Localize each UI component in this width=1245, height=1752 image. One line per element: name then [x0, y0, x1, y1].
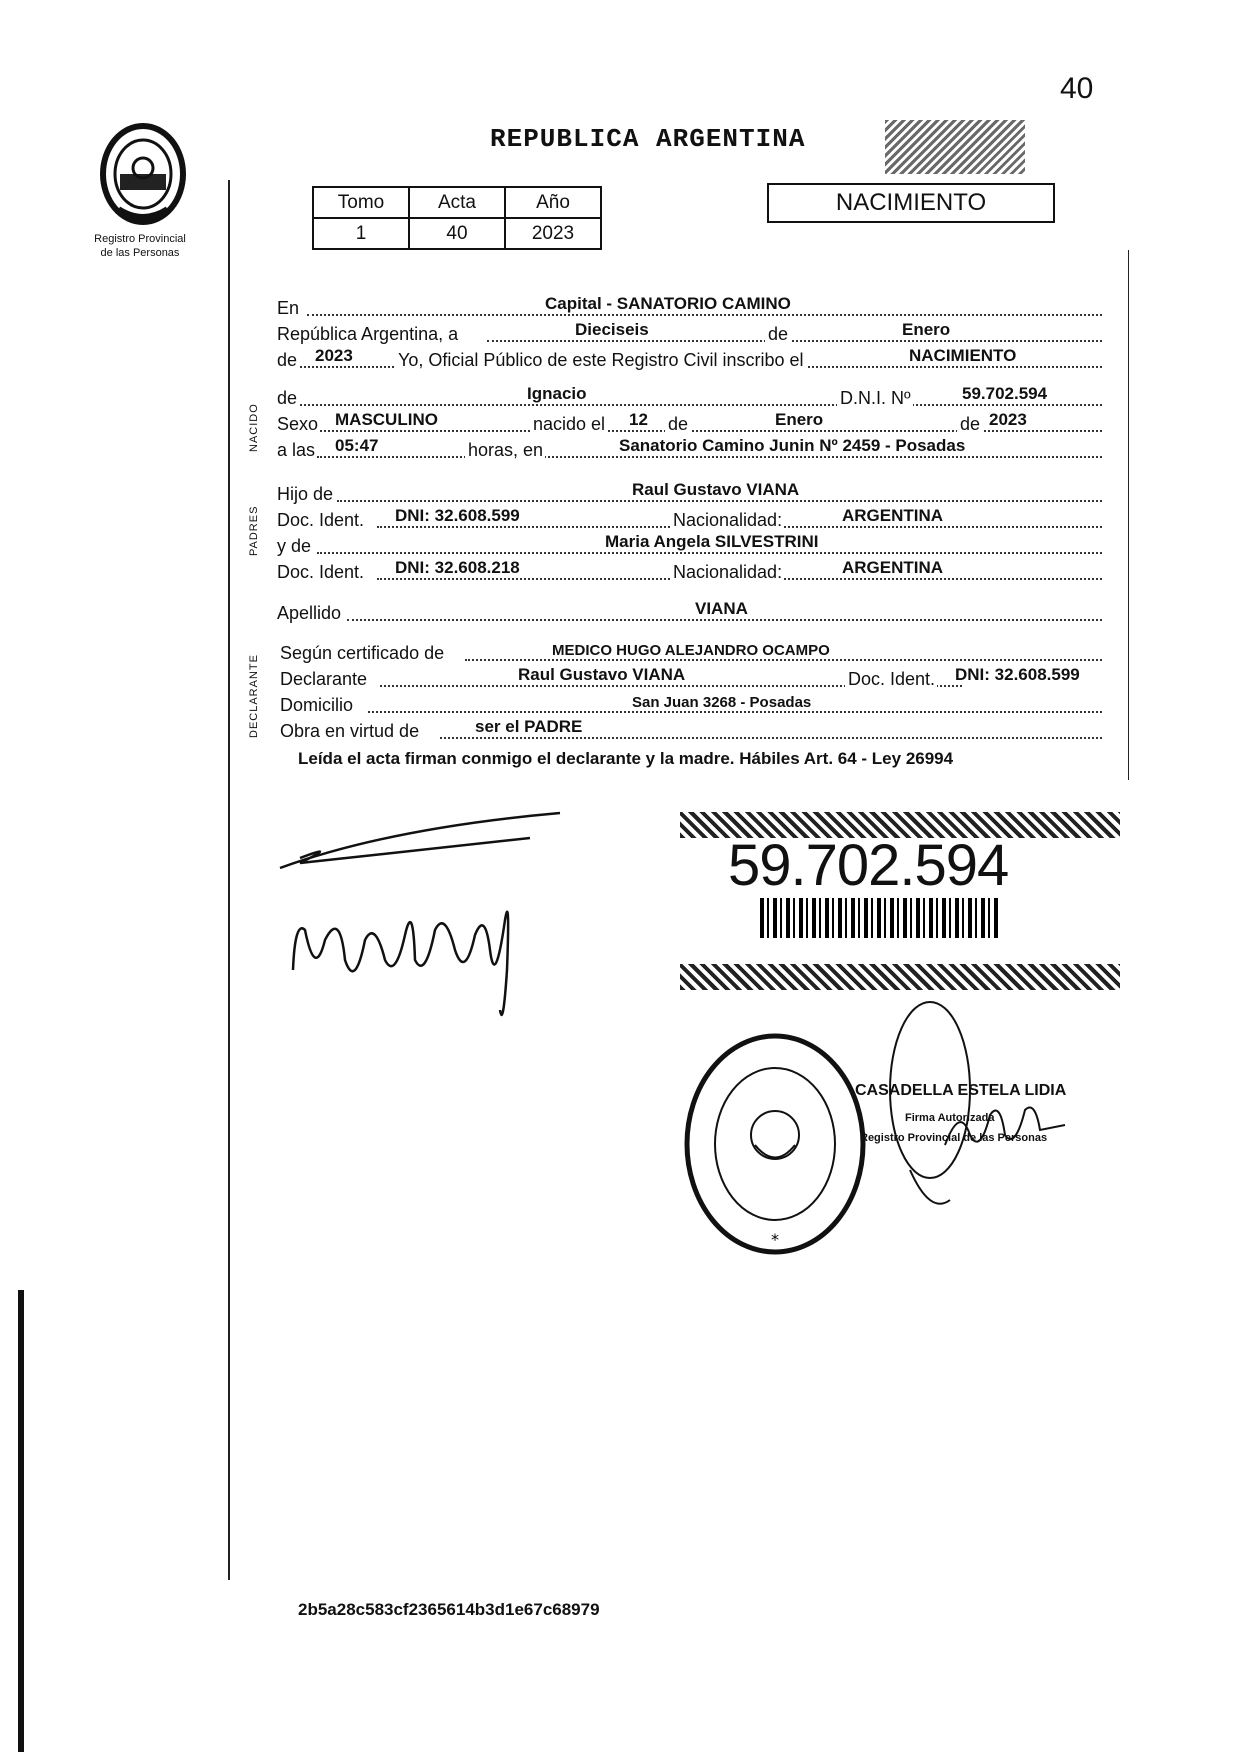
folio-stamp [885, 120, 1025, 174]
line-father: Hijo de Raul Gustavo VIANA [277, 481, 1102, 505]
table-header: Año [505, 187, 601, 218]
declarant-value: Raul Gustavo VIANA [518, 665, 686, 684]
mother-value: Maria Angela SILVESTRINI [605, 532, 819, 551]
name-value: Ignacio [527, 384, 587, 403]
line-mother: y de Maria Angela SILVESTRINI [277, 533, 1102, 557]
act-type-box: NACIMIENTO [767, 183, 1055, 223]
line-sex-birthdate: Sexo MASCULINO nacido el 12 de Enero de 2023 [277, 411, 1102, 435]
official-name: CASADELLA ESTELA LIDIA [855, 1082, 1067, 1099]
table-cell: 40 [409, 218, 505, 249]
side-label-padres: PADRES [248, 505, 260, 556]
certificate-value: MEDICO HUGO ALEJANDRO OCAMPO [552, 642, 830, 659]
father-value: Raul Gustavo VIANA [632, 480, 800, 499]
address-value: San Juan 3268 - Posadas [632, 694, 812, 711]
province-coat-of-arms-icon [88, 118, 198, 230]
left-margin-rule [228, 180, 230, 1580]
document-hash: 2b5a28c583cf2365614b3d1e67c68979 [298, 1600, 600, 1619]
dni-value: 59.702.594 [962, 384, 1048, 403]
official-seal-icon [680, 1030, 870, 1258]
tomo-acta-table [312, 186, 602, 250]
act-word-value: NACIMIENTO [909, 346, 1017, 365]
birth-month-value: Enero [775, 410, 824, 429]
table-cell: 2023 [505, 218, 601, 249]
month-value: Enero [902, 320, 951, 339]
surname-value: VIANA [695, 599, 748, 618]
line-father-doc: Doc. Ident. DNI: 32.608.599 Nacionalidad: ARGENTINA [277, 507, 1102, 531]
line-address: Domicilio San Juan 3268 - Posadas [280, 692, 1102, 716]
line-date: República Argentina, a Dieciseis de Enero [277, 321, 1102, 345]
document-title: REPUBLICA ARGENTINA [490, 124, 806, 154]
line-time-place: a las 05:47 horas, en Sanatorio Camino Junin Nº 2459 - Posadas [277, 437, 1102, 461]
birth-place-value: Sanatorio Camino Junin Nº 2459 - Posadas [619, 436, 966, 455]
birth-time-value: 05:47 [335, 436, 379, 455]
line-surname: Apellido VIANA [277, 600, 1102, 624]
right-margin-rule [1128, 250, 1129, 780]
security-band-bottom [680, 964, 1120, 990]
page-number: 40 [1060, 72, 1094, 105]
birth-day-value: 12 [629, 410, 648, 429]
registry-caption: Registro Provincial de las Personas [94, 233, 186, 259]
line-name: de Ignacio D.N.I. Nº 59.702.594 [277, 385, 1102, 409]
table-cell: 1 [313, 218, 409, 249]
line-place: En Capital - SANATORIO CAMINO [277, 295, 1102, 319]
father-nationality-value: ARGENTINA [842, 506, 944, 525]
official-office: Registro Provincial de las Personas [860, 1132, 1048, 1144]
line-inscription: de 2023 Yo, Oficial Público de este Registro Civil inscribo el NACIMIENTO [277, 347, 1102, 371]
mother-nationality-value: ARGENTINA [842, 558, 944, 577]
signature-stroke-1-icon [270, 808, 570, 878]
line-capacity: Obra en virtud de ser el PADRE [280, 718, 1102, 742]
year-value: 2023 [315, 346, 353, 365]
scan-edge-artifact [18, 1290, 24, 1752]
mother-doc-value: DNI: 32.608.218 [395, 558, 520, 577]
declarant-doc-value: DNI: 32.608.599 [955, 665, 1080, 684]
father-doc-value: DNI: 32.608.599 [395, 506, 520, 525]
barcode-icon [760, 898, 1000, 938]
side-label-declarante: DECLARANTE [248, 654, 260, 738]
closing-statement: Leída el acta firman conmigo el declarante y la madre. Hábiles Art. 64 - Ley 26994 [298, 749, 954, 768]
day-value: Dieciseis [575, 320, 649, 339]
signature-declarant-icon [285, 880, 565, 1030]
stamp-dni-number: 59.702.594 [728, 833, 1009, 898]
sex-value: MASCULINO [335, 410, 438, 429]
place-value: Capital - SANATORIO CAMINO [545, 294, 791, 313]
svg-text:*: * [771, 1230, 779, 1249]
line-certificate: Según certificado de MEDICO HUGO ALEJANDRO OCAMPO [280, 640, 1102, 664]
table-header: Tomo [313, 187, 409, 218]
birth-year-value: 2023 [989, 410, 1027, 429]
capacity-value: ser el PADRE [475, 717, 583, 736]
side-label-nacido: NACIDO [248, 403, 260, 452]
table-header: Acta [409, 187, 505, 218]
line-declarant: Declarante Raul Gustavo VIANA Doc. Ident. DNI: 32.608.599 [280, 665, 1080, 689]
official-signature-icon [940, 1095, 1070, 1155]
official-role: Firma Autorizada [905, 1112, 995, 1124]
line-mother-doc: Doc. Ident. DNI: 32.608.218 Nacionalidad: ARGENTINA [277, 559, 1102, 583]
